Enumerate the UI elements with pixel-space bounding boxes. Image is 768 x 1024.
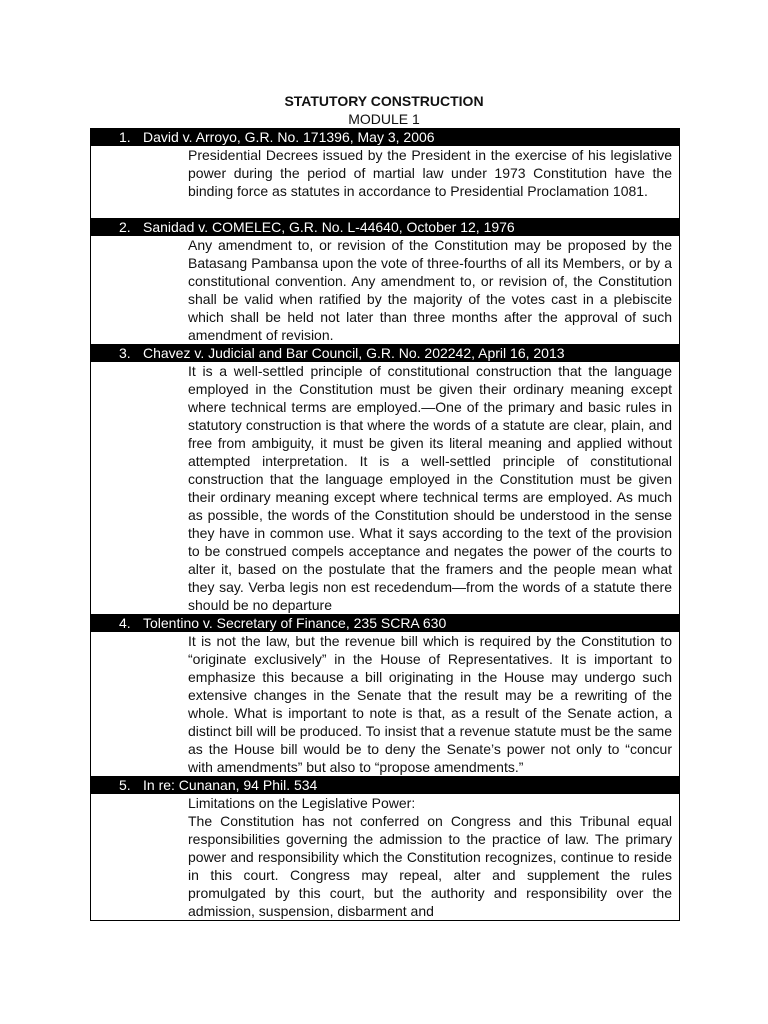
- case-heading-3: [91, 344, 679, 362]
- case-number: 1.: [119, 129, 131, 145]
- case-paragraph: Presidential Decrees issued by the President in the exercise of his legislative power during the period of martial law under 1973 Constitution have the binding force as statutes in accordance to Presidential Proclamation 1081.: [188, 147, 672, 199]
- case-heading-1: [91, 128, 679, 146]
- case-paragraph: Any amendment to, or revision of the Constitution may be proposed by the Batasang Pambansa upon the vote of three-fourths of all its Members, or by a constitutional convention. Any amendment to, or revision of, the Constitution shall be valid when ratified by the majority of the votes cast in a plebiscite which shall be held not later than three months after the approval of such amendment of revision.: [188, 237, 672, 343]
- case-body-1: [188, 146, 672, 218]
- case-body-4: [188, 632, 672, 776]
- case-title: Chavez v. Judicial and Bar Council, G.R. No. 202242, April 16, 2013: [143, 345, 565, 361]
- case-title: In re: Cunanan, 94 Phil. 534: [143, 777, 318, 793]
- case-body-2: [188, 236, 672, 344]
- case-body-3: [188, 362, 672, 614]
- case-title: Tolentino v. Secretary of Finance, 235 SCRA 630: [143, 615, 447, 631]
- case-title: Sanidad v. COMELEC, G.R. No. L-44640, October 12, 1976: [143, 219, 515, 235]
- case-table: [90, 128, 680, 921]
- case-paragraph: It is not the law, but the revenue bill which is required by the Constitution to “originate exclusively” in the House of Representatives. It is important to emphasize this because a bill originating in the House may undergo such extensive changes in the Senate that the result may be a rewriting of the whole. What is important to note is that, as a result of the Senate action, a distinct bill will be produced. To insist that a revenue statute must be the same as the House bill would be to deny the Senate’s power not only to “concur with amendments” but also to “propose amendments.”: [188, 633, 672, 775]
- case-paragraph: It is a well-settled principle of constitutional construction that the language employed in the Constitution must be given their ordinary meaning except where technical terms are employed.—One of the primary and basic rules in statutory construction is that where the words of a statute are clear, plain, and free from ambiguity, it must be given its literal meaning and applied without attempted interpretation. It is a well-settled principle of constitutional construction that the language employed in the Constitution must be given their ordinary meaning except where technical terms are employed. As much as possible, the words of the Constitution should be understood in the sense they have in common use. What it says according to the text of the provision to be construed compels acceptance and negates the power of the courts to alter it, based on the postulate that the framers and the people mean what they say. Verba legis non est recedendum—from the words of a statute there should be no departure: [188, 363, 672, 613]
- case-heading-4: [91, 614, 679, 632]
- module-label: MODULE 1: [348, 111, 420, 127]
- case-paragraph: The Constitution has not conferred on Congress and this Tribunal equal responsibilities governing the admission to the practice of law. The primary power and responsibility which the Constitution recognizes, continue to reside in this court. Congress may repeal, alter and supplement the rules promulgated by this court, but the authority and responsibility over the admission, suspension, disbarment and: [188, 813, 672, 919]
- case-body-5: [188, 794, 672, 920]
- case-paragraph: Limitations on the Legislative Power:: [188, 795, 416, 811]
- document-title: STATUTORY CONSTRUCTION: [284, 93, 484, 109]
- case-title: David v. Arroyo, G.R. No. 171396, May 3, 2006: [143, 129, 435, 145]
- case-number: 2.: [119, 219, 131, 235]
- case-number: 5.: [119, 777, 131, 793]
- case-heading-5: [91, 776, 679, 794]
- case-number: 4.: [119, 615, 131, 631]
- case-heading-2: [91, 218, 679, 236]
- case-number: 3.: [119, 345, 131, 361]
